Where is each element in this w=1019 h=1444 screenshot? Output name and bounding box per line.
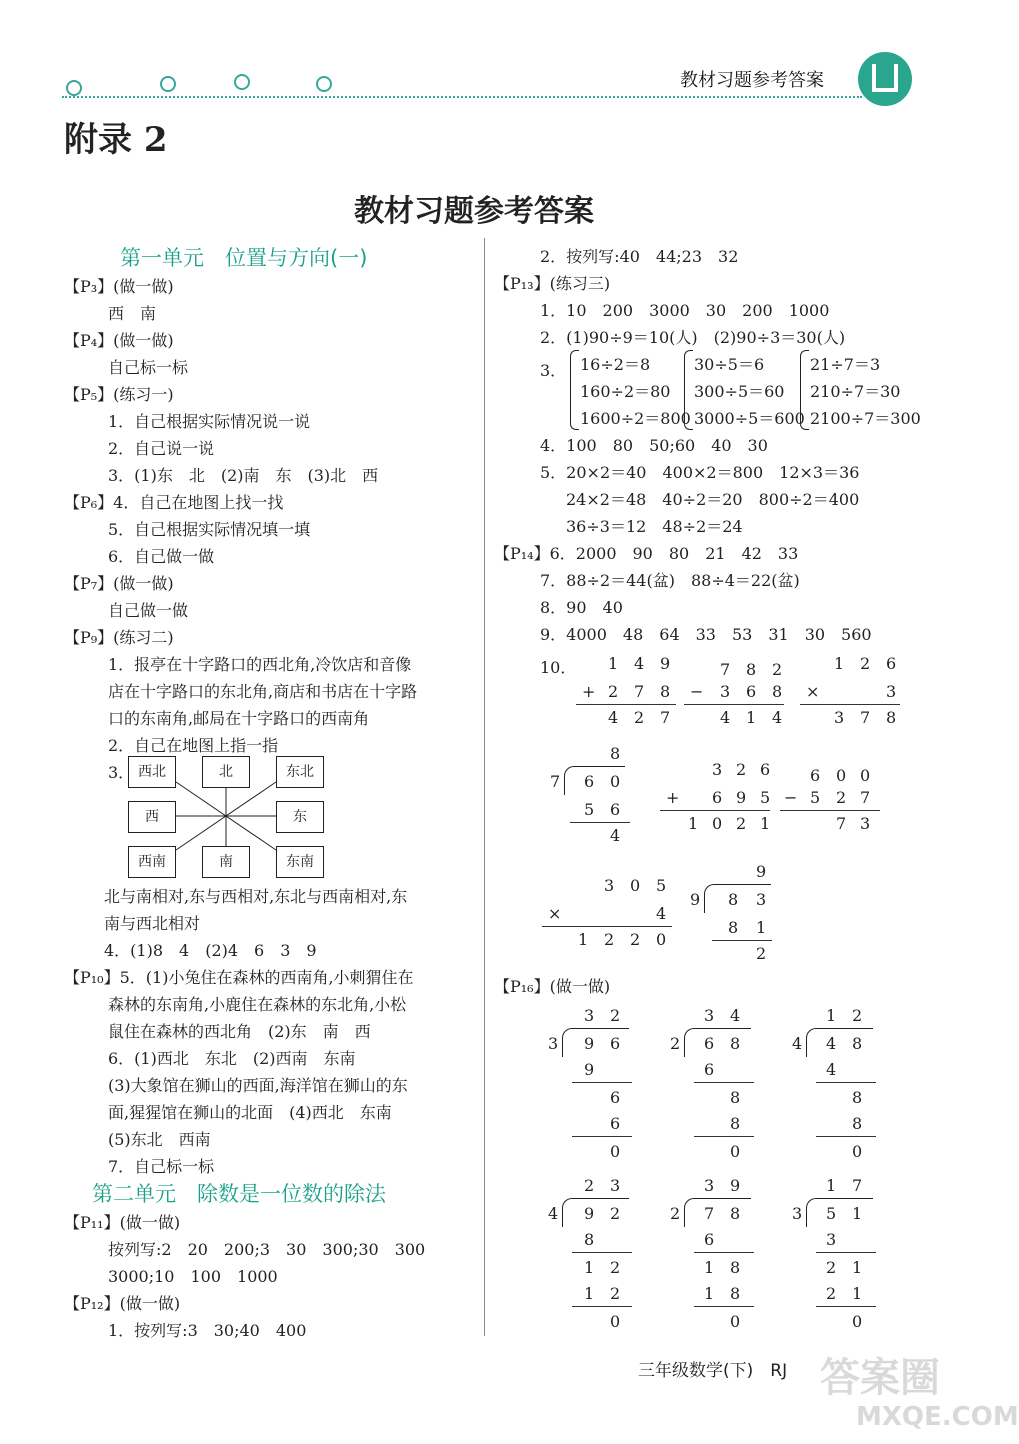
footer-grade-label: 三年级数学(下) RJ [638,1361,788,1381]
text-line: 3000;10 100 1000 [108,1267,278,1286]
calc-rule [570,822,630,823]
calc-digit: 6 [886,654,897,673]
text-line: 西 南 [108,304,157,323]
text-line: 面,猩猩馆在狮山的北面 (4)西北 东南 [108,1103,392,1122]
compass-box-southeast: 东南 [276,846,324,878]
unit1-heading: 第一单元 位置与方向(一) [120,246,368,270]
calc-digit: 3 [604,876,615,895]
text-line: 6．(1)西北 东北 (2)西南 东南 [108,1049,356,1068]
calc-digit: 3 [610,1176,621,1195]
q3-brace [800,350,809,430]
calc-digit: + [582,682,596,701]
calc-rule [694,1136,754,1137]
calc-digit: 8 [584,1230,595,1249]
calc-digit: 1 [578,930,589,949]
division-bracket [806,1198,873,1227]
calc-digit: 4 [792,1034,803,1053]
calc-digit: 3 [704,1176,715,1195]
calc-digit: 0 [610,1312,621,1331]
calc-digit: 8 [610,744,621,763]
text-line: 【P₄】(做一做) [64,331,174,350]
calc-digit: 5 [760,788,771,807]
calc-rule [572,1306,632,1307]
calc-digit: 7 [660,708,671,727]
calc-digit: 7 [852,1176,863,1195]
calc-rule [542,926,672,927]
calc-rule [816,1136,876,1137]
text-line: 【P₁₁】(做一做) [64,1213,181,1232]
calc-digit: 0 [610,772,621,791]
calc-rule [694,1082,754,1083]
text-line: 口的东南角,邮局在十字路口的西南角 [108,709,370,728]
calc-digit: 6 [712,788,723,807]
unit2-heading: 第二单元 除数是一位数的除法 [92,1182,386,1206]
q3-brace [570,350,579,430]
text-line: 6．自己做一做 [108,547,215,566]
calc-digit: 1 [704,1284,715,1303]
calc-digit: 1 [760,814,771,833]
text-line: 24×2＝48 40÷2＝20 800÷2＝400 [566,490,860,509]
calc-digit: 2 [608,682,619,701]
compass-box-northwest: 西北 [128,756,176,788]
calc-digit: 4 [826,1034,837,1053]
q10-label: 10． [540,658,577,677]
calc-digit: 2 [670,1034,681,1053]
calc-digit: 3 [756,890,767,909]
calc-rule [660,810,770,811]
calc-digit: 0 [860,766,871,785]
calc-digit: 6 [610,1088,621,1107]
calc-digit: 3 [720,682,731,701]
q3-eq: 30÷5＝6 [694,355,765,374]
calc-rule [816,1252,876,1253]
header-title: 教材习题参考答案 [680,70,824,91]
calc-digit: 5 [810,788,821,807]
calc-digit: 3 [826,1230,837,1249]
calc-digit: 2 [584,1176,595,1195]
main-title: 教材习题参考答案 [354,194,594,229]
text-line: 5．自己根据实际情况填一填 [108,520,311,539]
text-line: 【P₃】(做一做) [64,277,174,296]
calc-digit: 8 [746,660,757,679]
calc-digit: 8 [730,1204,741,1223]
calc-digit: 6 [704,1230,715,1249]
calc-digit: 7 [704,1204,715,1223]
calc-digit: 6 [760,760,771,779]
calc-digit: 4 [772,708,783,727]
text-line: 9．4000 48 64 33 53 31 30 560 [540,625,872,644]
calc-digit: 6 [610,1114,621,1133]
calc-digit: 4 [720,708,731,727]
calc-digit: 8 [660,682,671,701]
calc-digit: 4 [610,826,621,845]
calc-digit: 2 [630,930,641,949]
curl-decoration-icon [316,76,332,92]
calc-digit: 1 [584,1258,595,1277]
text-line: 36÷3＝12 48÷2＝24 [566,517,743,536]
q3-eq: 16÷2＝8 [580,355,651,374]
calc-digit: 2 [736,814,747,833]
text-line: 自己做一做 [108,601,189,620]
q3-eq: 2100÷7＝300 [810,409,921,428]
calc-digit: 3 [704,1006,715,1025]
calc-digit: 2 [634,708,645,727]
text-line: 2．自己在地图上指一指 [108,736,279,755]
calc-digit: 2 [860,654,871,673]
calc-digit: 7 [860,708,871,727]
calc-digit: 8 [730,1114,741,1133]
text-line: 【P₇】(做一做) [64,574,174,593]
calc-digit: 8 [852,1034,863,1053]
calc-digit: 2 [836,788,847,807]
text-line: 南与西北相对 [104,914,201,933]
calc-digit: + [666,788,680,807]
text-line: 【P₁₃】(练习三) [494,274,611,293]
watermark-url: MXQE.COM [856,1402,1019,1432]
calc-digit: 1 [852,1284,863,1303]
calc-rule [684,704,784,705]
calc-digit: 6 [610,1034,621,1053]
text-line: 2．(1)90÷9＝10(人) (2)90÷3＝30(人) [540,328,846,347]
compass-box-south: 南 [202,846,250,878]
calc-digit: 4 [730,1006,741,1025]
calc-digit: 2 [610,1284,621,1303]
text-line: 3．(1)东 北 (2)南 东 (3)北 西 [108,466,379,485]
calc-digit: 4 [548,1204,559,1223]
text-line: 4．(1)8 4 (2)4 6 3 9 [104,941,317,960]
calc-rule [816,1082,876,1083]
calc-digit: × [806,682,820,701]
calc-digit: 8 [730,1284,741,1303]
calc-digit: 8 [728,918,739,937]
calc-digit: 8 [730,1034,741,1053]
text-line: 5．20×2＝40 400×2＝800 12×3＝36 [540,463,860,482]
text-line: 1．按列写:3 30;40 400 [108,1321,307,1340]
calc-digit: 1 [584,1284,595,1303]
calc-digit: 3 [886,682,897,701]
calc-digit: 8 [852,1114,863,1133]
calc-digit: 3 [548,1034,559,1053]
calc-digit: 1 [852,1258,863,1277]
calc-digit: 2 [826,1284,837,1303]
calc-rule [712,940,772,941]
calc-digit: 7 [550,772,561,791]
p16-heading: 【P₁₆】(做一做) [494,977,611,996]
calc-digit: 1 [756,918,767,937]
q3-eq: 300÷5＝60 [694,382,785,401]
calc-digit: 2 [736,760,747,779]
q3-label: 3． [540,361,567,380]
watermark-logo: 答案圈 [820,1355,940,1401]
text-line: 4．100 80 50;60 40 30 [540,436,768,455]
q3-eq: 1600÷2＝800 [580,409,691,428]
calc-digit: 6 [810,766,821,785]
calc-digit: 8 [730,1258,741,1277]
division-bracket [684,1028,751,1057]
calc-digit: 0 [730,1312,741,1331]
calc-digit: 9 [690,890,701,909]
calc-digit: 0 [852,1312,863,1331]
calc-digit: 0 [852,1142,863,1161]
calc-digit: 8 [886,708,897,727]
column-divider [484,238,485,1336]
compass-box-southwest: 西南 [128,846,176,878]
calc-digit: 1 [826,1176,837,1195]
calc-digit: 4 [634,654,645,673]
calc-digit: 5 [656,876,667,895]
calc-digit: 3 [834,708,845,727]
q3-brace [684,350,693,430]
text-line: 3． [108,763,135,782]
curl-decoration-icon [66,80,82,96]
calc-digit: 1 [704,1258,715,1277]
calc-digit: 3 [792,1204,803,1223]
q3-eq: 3000÷5＝600 [694,409,805,428]
text-line: (5)东北 西南 [108,1130,211,1149]
calc-rule [576,704,676,705]
text-line: 鼠住在森林的西北角 (2)东 南 西 [108,1022,371,1041]
text-line: 【P₆】4．自己在地图上找一找 [64,493,284,512]
calc-rule [572,1252,632,1253]
calc-digit: 1 [688,814,699,833]
appendix-heading: 附录 2 [64,120,168,160]
text-line: 【P₅】(练习一) [64,385,174,404]
text-line: 2．按列写:40 44;23 32 [540,247,739,266]
calc-digit: 1 [834,654,845,673]
text-line: 【P₁₂】(做一做) [64,1294,181,1313]
calc-digit: 4 [826,1060,837,1079]
calc-digit: 1 [746,708,757,727]
calc-digit: 1 [852,1204,863,1223]
calc-digit: 6 [610,800,621,819]
curl-decoration-icon [234,74,250,90]
calc-digit: 9 [584,1204,595,1223]
calc-digit: − [690,682,704,701]
calc-digit: 2 [756,944,767,963]
compass-box-east: 东 [276,801,324,833]
calc-rule [694,1252,754,1253]
calc-digit: 5 [584,800,595,819]
text-line: 店在十字路口的东北角,商店和书店在十字路 [108,682,418,701]
calc-digit: 6 [704,1060,715,1079]
book-logo-icon [858,52,912,106]
division-bracket [806,1028,873,1057]
calc-digit: 2 [610,1006,621,1025]
text-line: 【P₁₀】5．(1)小兔住在森林的西南角,小刺猬住在 [64,968,414,987]
calc-digit: 3 [584,1006,595,1025]
text-line: 1．报亭在十字路口的西北角,冷饮店和音像 [108,655,412,674]
calc-digit: 9 [660,654,671,673]
calc-digit: 8 [730,1088,741,1107]
text-line: 8．90 40 [540,598,623,617]
calc-digit: 2 [670,1204,681,1223]
calc-digit: 9 [736,788,747,807]
header-dotted-line [62,96,862,98]
calc-digit: 3 [712,760,723,779]
calc-rule [572,1136,632,1137]
text-line: 【P₁₄】6．2000 90 80 21 42 33 [494,544,799,563]
calc-digit: 7 [634,682,645,701]
calc-digit: 8 [728,890,739,909]
text-line: 1．自己根据实际情况说一说 [108,412,311,431]
calc-digit: 0 [630,876,641,895]
calc-digit: 2 [772,660,783,679]
calc-rule [694,1306,754,1307]
calc-digit: 6 [584,772,595,791]
calc-digit: 9 [756,862,767,881]
text-line: 按列写:2 20 200;3 30 300;30 300 [108,1240,426,1259]
calc-digit: 0 [712,814,723,833]
calc-digit: 2 [610,1204,621,1223]
text-line: 北与南相对,东与西相对,东北与西南相对,东 [104,887,408,906]
text-line: 1．10 200 3000 30 200 1000 [540,301,830,320]
calc-digit: 7 [720,660,731,679]
q3-eq: 210÷7＝30 [810,382,901,401]
text-line: 2．自己说一说 [108,439,215,458]
calc-digit: 8 [852,1088,863,1107]
q3-eq: 21÷7＝3 [810,355,881,374]
calc-digit: 0 [656,930,667,949]
text-line: 7．自己标一标 [108,1157,215,1176]
text-line: 7．88÷2＝44(盆) 88÷4＝22(盆) [540,571,800,590]
compass-box-west: 西 [128,801,176,833]
text-line: 森林的东南角,小鹿住在森林的东北角,小松 [108,995,407,1014]
calc-digit: 4 [608,708,619,727]
calc-digit: × [548,904,562,923]
calc-digit: 6 [704,1034,715,1053]
calc-digit: 9 [584,1060,595,1079]
calc-digit: 8 [772,682,783,701]
compass-box-north: 北 [202,756,250,788]
text-line: 自己标一标 [108,358,189,377]
calc-digit: 9 [584,1034,595,1053]
calc-digit: 3 [860,814,871,833]
calc-digit: 1 [608,654,619,673]
calc-digit: 0 [610,1142,621,1161]
calc-digit: 5 [826,1204,837,1223]
calc-digit: 7 [860,788,871,807]
division-bracket [684,1198,751,1227]
calc-digit: 7 [836,814,847,833]
calc-rule [572,1082,632,1083]
calc-digit: 2 [826,1258,837,1277]
calc-digit: 0 [730,1142,741,1161]
text-line: 【P₉】(练习二) [64,628,174,647]
calc-digit: 9 [730,1176,741,1195]
calc-digit: 0 [836,766,847,785]
text-line: (3)大象馆在狮山的西面,海洋馆在狮山的东 [108,1076,408,1095]
calc-digit: 2 [852,1006,863,1025]
calc-digit: − [784,788,798,807]
calc-digit: 1 [826,1006,837,1025]
calc-digit: 2 [610,1258,621,1277]
calc-digit: 6 [746,682,757,701]
calc-rule [780,810,880,811]
curl-decoration-icon [160,76,176,92]
calc-digit: 4 [656,904,667,923]
calc-rule [800,704,900,705]
compass-box-northeast: 东北 [276,756,324,788]
q3-eq: 160÷2＝80 [580,382,671,401]
calc-rule [816,1306,876,1307]
calc-digit: 2 [604,930,615,949]
